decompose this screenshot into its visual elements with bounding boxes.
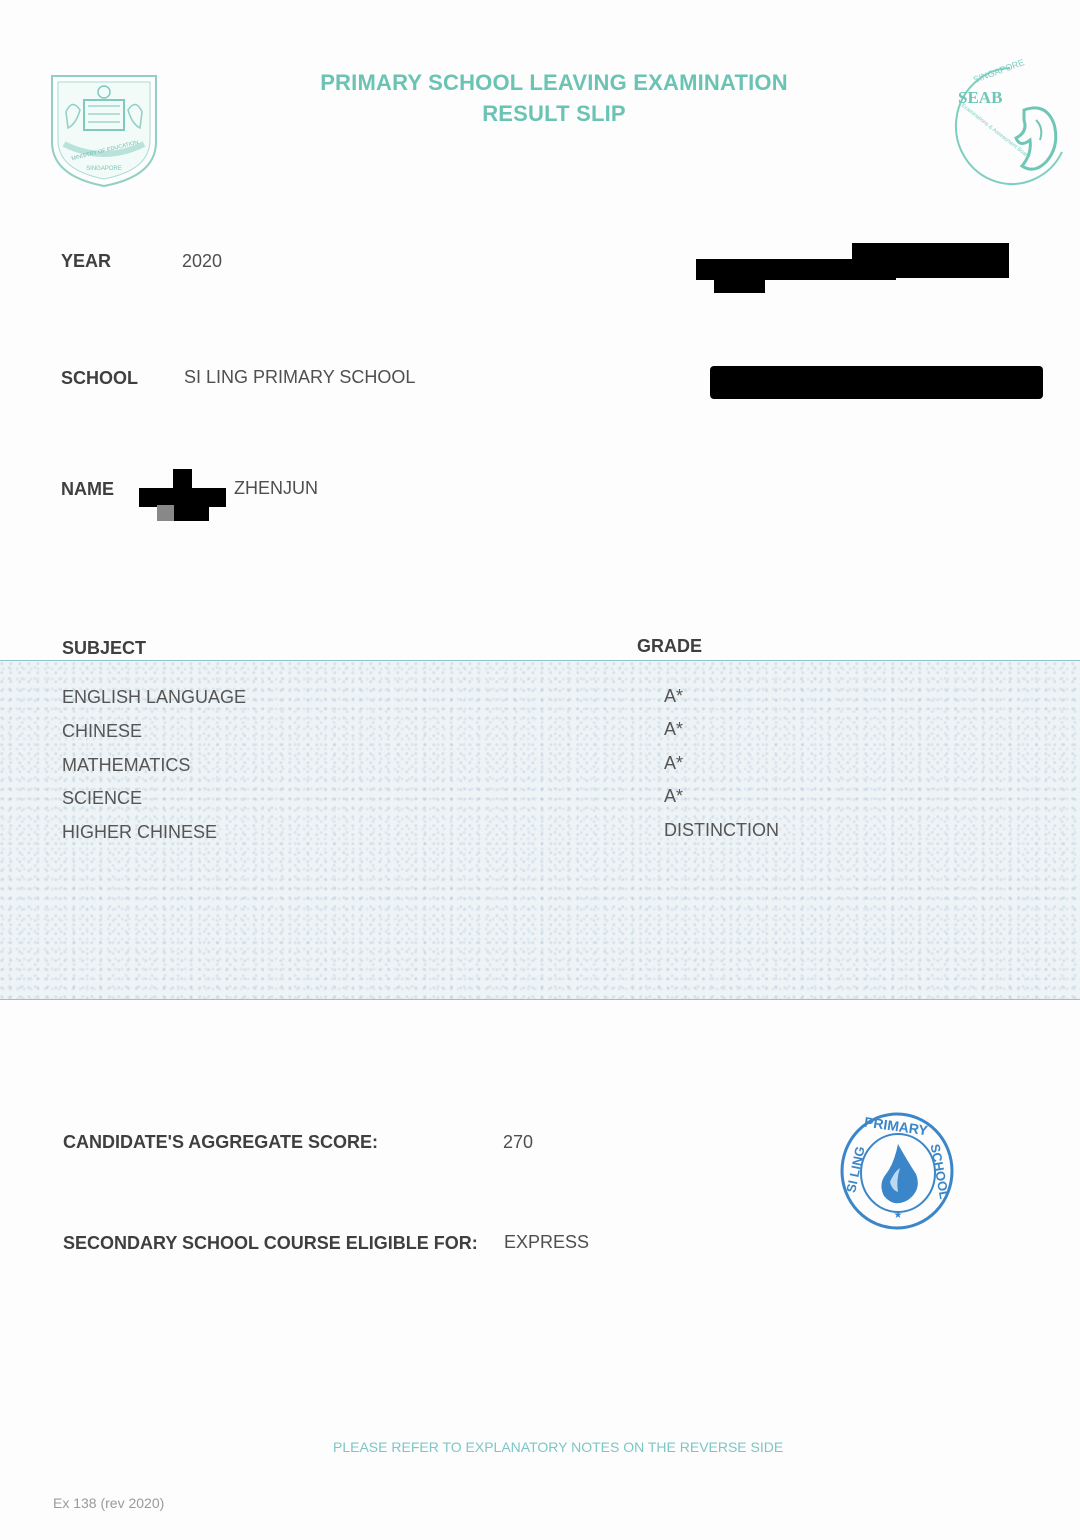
subject-higher-chinese: HIGHER CHINESE	[62, 822, 218, 842]
school-value: SI LING PRIMARY SCHOOL	[184, 367, 416, 387]
course-value: EXPRESS	[504, 1232, 590, 1252]
redaction-block	[174, 505, 209, 521]
result-slip-title: RESULT SLIP	[482, 101, 626, 126]
seab-sub-text: Examinations & Assessment Board	[959, 102, 1031, 161]
stamp-text-left: SI LING	[843, 1144, 868, 1195]
aggregate-label: CANDIDATE'S AGGREGATE SCORE:	[63, 1132, 378, 1152]
svg-text:★: ★	[893, 1210, 903, 1221]
seab-name: SEAB	[958, 88, 1003, 107]
seab-logo-icon	[950, 57, 1066, 190]
reverse-side-note: PLEASE REFER TO EXPLANATORY NOTES ON THE REVERSE SIDE	[333, 1439, 784, 1455]
redaction-block	[710, 366, 1043, 399]
grade-mathematics: A*	[664, 753, 684, 773]
stamp-text-top: PRIMARY	[863, 1113, 929, 1139]
course-label: SECONDARY SCHOOL COURSE ELIGIBLE FOR:	[63, 1233, 478, 1253]
subject-header: SUBJECT	[62, 638, 147, 658]
name-label: NAME	[61, 479, 114, 499]
grade-chinese: A*	[664, 719, 684, 739]
exam-title: PRIMARY SCHOOL LEAVING EXAMINATION	[320, 70, 788, 95]
grade-english: A*	[664, 686, 684, 706]
grade-science: A*	[664, 786, 684, 806]
subject-science: SCIENCE	[62, 788, 143, 808]
aggregate-value: 270	[503, 1132, 534, 1152]
year-value: 2020	[182, 251, 223, 271]
redaction-block	[714, 278, 765, 293]
subject-chinese: CHINESE	[62, 721, 143, 741]
year-label: YEAR	[61, 251, 112, 271]
subject-english: ENGLISH LANGUAGE	[62, 687, 247, 707]
moe-country: SINGAPORE	[86, 166, 122, 172]
school-label: SCHOOL	[61, 368, 139, 388]
seab-top-text: SINGAPORE	[971, 57, 1026, 85]
stamp-text-right: SCHOOL	[927, 1142, 953, 1201]
redaction-block	[157, 505, 174, 521]
school-stamp-icon	[838, 1110, 956, 1232]
name-value: ZHENJUN	[234, 478, 318, 498]
moe-text: MINISTRY OF EDUCATION	[70, 139, 140, 163]
grade-header: GRADE	[637, 636, 703, 656]
grade-higher-chinese: DISTINCTION	[664, 820, 779, 840]
subject-mathematics: MATHEMATICS	[62, 755, 191, 775]
form-code: Ex 138 (rev 2020)	[53, 1495, 165, 1511]
redaction-block	[696, 259, 896, 280]
